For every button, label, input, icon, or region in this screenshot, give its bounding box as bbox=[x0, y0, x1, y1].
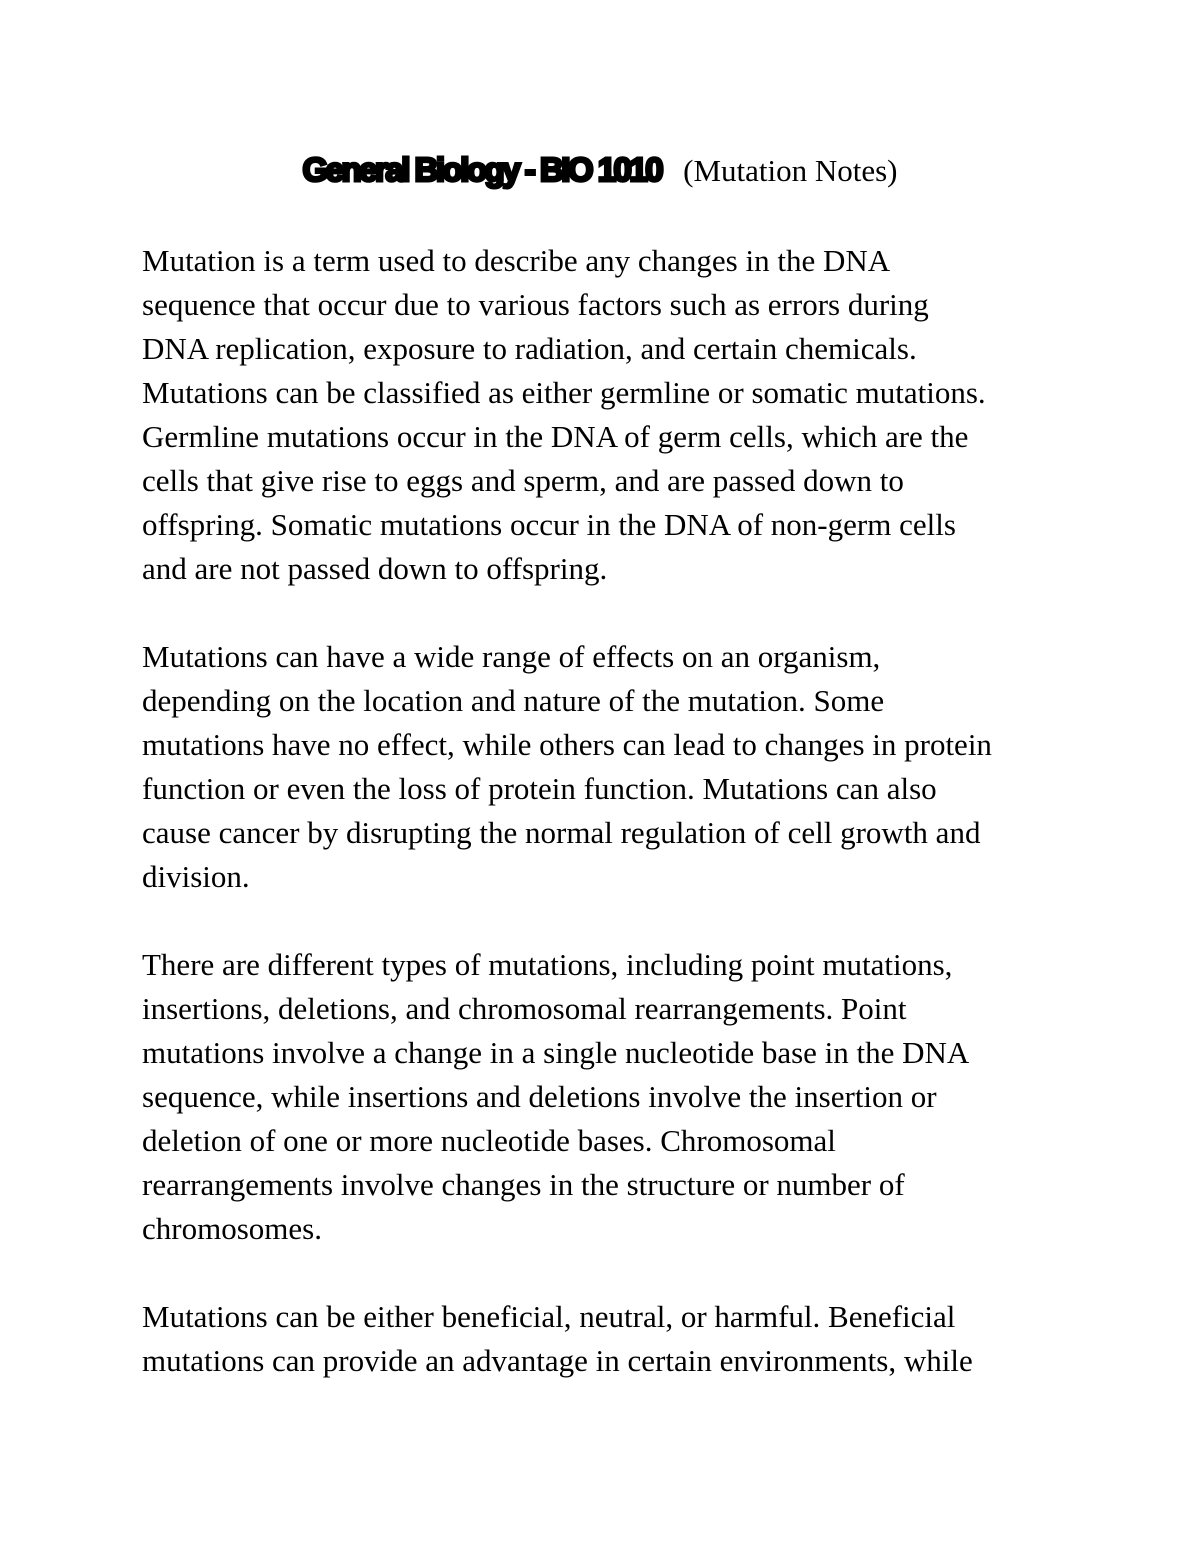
text-line: cause cancer by disrupting the normal regulation of cell growth and bbox=[142, 815, 981, 850]
text-line: Germline mutations occur in the DNA of germ cells, which are the bbox=[142, 419, 969, 454]
text-line: mutations involve a change in a single nucleotide base in the DNA bbox=[142, 1035, 970, 1070]
document-title bbox=[0, 148, 1200, 199]
text-line: deletion of one or more nucleotide bases. Chromosomal bbox=[142, 1123, 836, 1158]
text-line: Mutations can have a wide range of effects on an organism, bbox=[142, 639, 881, 674]
text-line: DNA replication, exposure to radiation, and certain chemicals. bbox=[142, 331, 917, 366]
text-line: offspring. Somatic mutations occur in the DNA of non-germ cells bbox=[142, 507, 956, 542]
text-line: cells that give rise to eggs and sperm, and are passed down to bbox=[142, 463, 904, 498]
text-line: Mutations can be classified as either germline or somatic mutations. bbox=[142, 375, 986, 410]
text-line: function or even the loss of protein function. Mutations can also bbox=[142, 771, 937, 806]
text-line: sequence, while insertions and deletions involve the insertion or bbox=[142, 1079, 937, 1114]
text-line: rearrangements involve changes in the structure or number of bbox=[142, 1167, 905, 1202]
text-line: mutations can provide an advantage in certain environments, while bbox=[142, 1343, 973, 1378]
text-line: chromosomes. bbox=[142, 1211, 322, 1246]
paragraph-impact bbox=[142, 1295, 1072, 1383]
text-line: Mutations can be either beneficial, neutral, or harmful. Beneficial bbox=[142, 1299, 956, 1334]
text-line: mutations have no effect, while others can lead to changes in protein bbox=[142, 727, 992, 762]
course-title: General Biology - BIO 1010 bbox=[302, 151, 662, 188]
paragraph-types bbox=[142, 943, 1072, 1251]
paragraph-effects bbox=[142, 635, 1072, 899]
document-body bbox=[142, 239, 1072, 1427]
text-line: insertions, deletions, and chromosomal rearrangements. Point bbox=[142, 991, 907, 1026]
text-line: division. bbox=[142, 859, 250, 894]
text-line: depending on the location and nature of the mutation. Some bbox=[142, 683, 885, 718]
text-line: There are different types of mutations, including point mutations, bbox=[142, 947, 953, 982]
paragraph-definition bbox=[142, 239, 1072, 591]
text-line: Mutation is a term used to describe any changes in the DNA bbox=[142, 243, 891, 278]
notes-subtitle: (Mutation Notes) bbox=[683, 153, 898, 188]
text-line: and are not passed down to offspring. bbox=[142, 551, 608, 586]
text-line: sequence that occur due to various factors such as errors during bbox=[142, 287, 929, 322]
